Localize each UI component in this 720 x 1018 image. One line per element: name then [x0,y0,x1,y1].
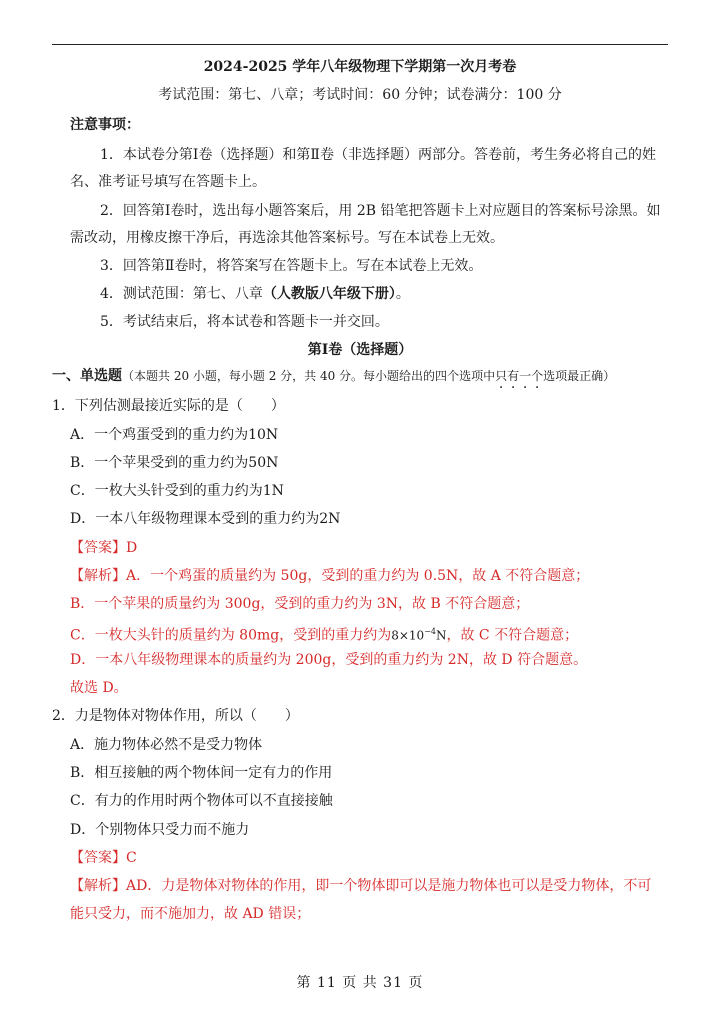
page-footer: 第 11 页 共 31 页 [296,975,424,991]
q1-stem: 1．下列估测最接近实际的是（ ） [52,398,285,414]
q1-analysis-c-prefix: C．一枚大头针的质量约为 80mg，受到的重力约为 [70,627,392,644]
notice-item-4 [100,284,410,304]
q2-option-a: A．施力物体必然不是受力物体 [70,737,263,753]
notice-item-4-prefix: 4．测试范围：第七、八章 [100,286,263,302]
q1-conclusion: 故选 D。 [70,680,128,696]
volume-title: 第Ⅰ卷（选择题） [307,342,413,358]
q1-analysis-c-unit: N [435,628,447,643]
q2-analysis-1 [70,876,651,896]
q1-analysis-b: B．一个苹果的质量约为 300g，受到的重力约为 3N，故 B 不符合题意； [70,596,530,612]
q1-analysis-d: D．一本八年级物理课本的质量约为 200g，受到的重力约为 2N，故 D 符合题意。 [70,652,588,668]
notice-item-4-suffix: 。 [395,286,410,302]
exam-title: 2024-2025 学年八年级物理下学期第一次月考卷 [203,59,517,75]
q1-analysis-a-text: A．一个鸡蛋的质量约为 50g，受到的重力约为 0.5N，故 A 不符合题意； [126,568,590,584]
emphasis-char: 个 [531,369,544,383]
notice-item-1a: 1．本试卷分第Ⅰ卷（选择题）和第Ⅱ卷（非选择题）两部分。答卷前，考生务必将自己的姓 [100,147,656,163]
section-desc-prefix: （本题共 20 小题，每小题 2 分，共 40 分。每小题给出的四个选项中 [122,369,496,383]
section-desc-suffix: 选项最正确） [543,369,616,383]
section-heading [52,366,615,386]
q1-analysis-c-value: 8×10 [391,628,425,643]
q1-analysis-c-suffix: ，故 C 不符合题意； [446,627,579,644]
emphasis-char: 只 [495,369,508,383]
q2-analysis-2: 能只受力，而不施加力，故 AD 错误； [70,906,311,922]
emphasis-char: 有 [507,369,520,383]
notice-item-1b: 名、准考证号填写在答题卡上。 [70,174,266,190]
q2-option-b: B．相互接触的两个物体间一定有力的作用 [70,765,333,781]
q1-option-b: B．一个苹果受到的重力约为50N [70,455,279,471]
notice-item-5: 5．考试结束后，将本试卷和答题卡一并交回。 [100,314,389,330]
notice-item-4-bold: （人教版八年级下册） [262,286,396,302]
q1-option-c: C．一枚大头针受到的重力约为1N [70,483,284,499]
notice-item-2a: 2．回答第Ⅰ卷时，选出每小题答案后，用 2B 铅笔把答题卡上对应题目的答案标号涂黑。如 [100,203,661,219]
q1-analysis-tag: 【解析】 [70,568,126,584]
q1-option-d: D．一本八年级物理课本受到的重力约为2N [70,511,341,527]
q2-option-d: D．个别物体只受力而不施力 [70,822,250,838]
emphasis-char: 一 [519,369,532,383]
notice-item-3: 3．回答第Ⅱ卷时，将答案写在答题卡上。写在本试卷上无效。 [100,258,483,274]
q2-analysis-tag: 【解析】 [70,878,126,894]
q2-option-c: C．有力的作用时两个物体可以不直接接触 [70,793,333,809]
q2-analysis-1-text: AD．力是物体对物体的作用，即一个物体即可以是施力物体也可以是受力物体，不可 [126,878,652,894]
section-heading-label: 一、单选题 [52,368,122,384]
q1-analysis-a [70,566,589,586]
q1-option-a: A．一个鸡蛋受到的重力约为10N [70,427,279,443]
notice-heading: 注意事项： [70,117,140,133]
q1-analysis-c-exponent: −4 [424,627,436,636]
notice-item-2b: 需改动，用橡皮擦干净后，再选涂其他答案标号。写在本试卷上无效。 [70,230,504,246]
exam-subtitle: 考试范围：第七、八章；考试时间：60 分钟；试卷满分：100 分 [158,87,562,103]
top-rule [52,44,668,45]
q1-analysis-c [70,622,578,646]
q1-answer: 【答案】D [70,540,138,556]
q2-stem: 2．力是物体对物体作用，所以（ ） [52,708,299,724]
q2-answer: 【答案】C [70,850,137,866]
